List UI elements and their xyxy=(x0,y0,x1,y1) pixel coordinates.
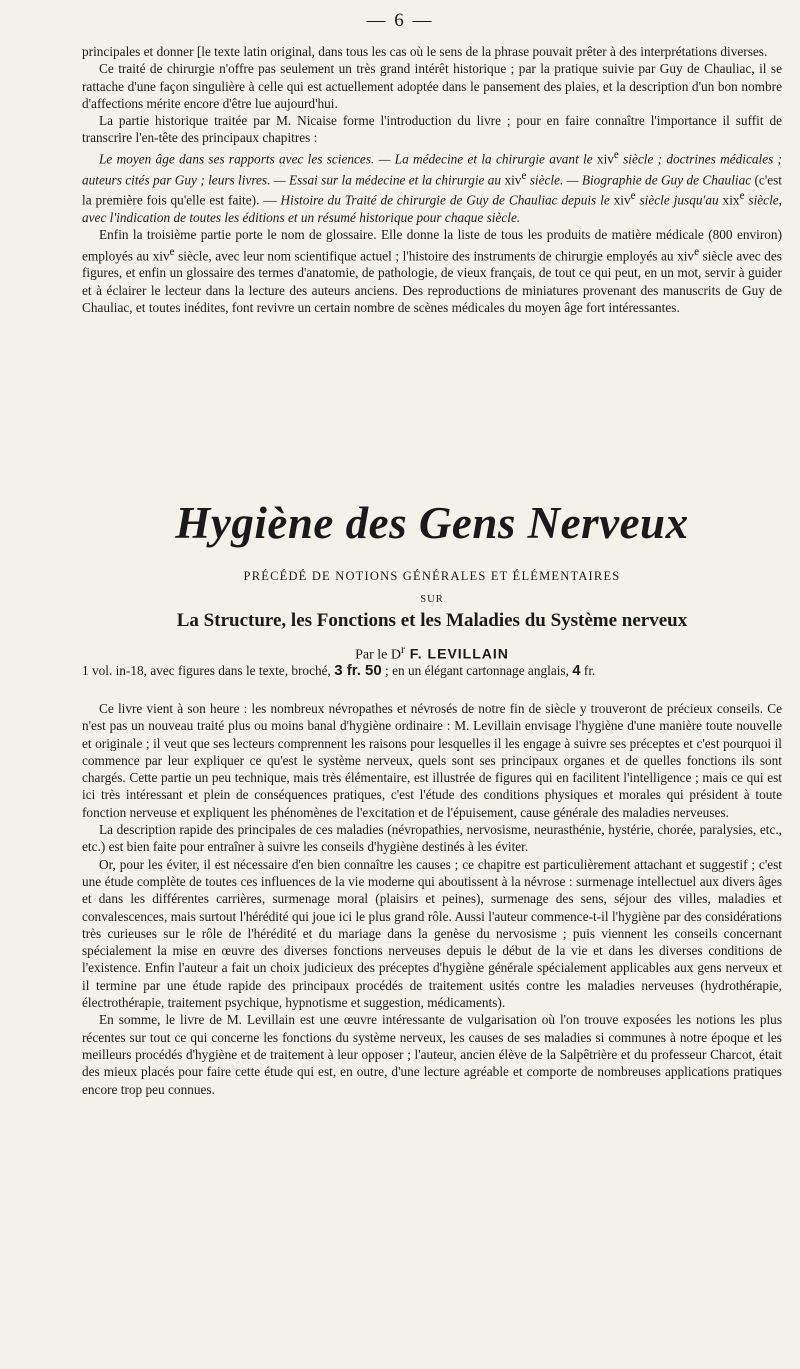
volume-info xyxy=(82,662,782,679)
intro-paragraph-1: principales et donner [le texte latin original, dans tous les cas où le sens de la phrase pouvait prêter à des interprétations diverses. xyxy=(82,44,768,59)
review-paragraph-2: La description rapide des principales de ces maladies (névropathies, nervosisme, neurasthénie, hystérie, chorée, paralysies, etc., etc.) est bien faite pour entraîner à suivre les conseils d'hygiène destinés à les éviter. xyxy=(82,822,782,855)
intro-paragraph-2: Ce traité de chirurgie n'offre pas seulement un très grand intérêt historique ; par la pratique suivie par Guy de Chauliac, il se rattache d'une façon singulière à celle qui est actuellement adoptée dans le pansement des plaies, et la description d'un bon nombre d'affections mérite encore d'être lue aujourd'hui. xyxy=(82,61,782,111)
book-title: Hygiène des Gens Nerveux xyxy=(175,498,689,548)
roman-numeral: xiv xyxy=(596,151,614,167)
volume-text-a: 1 vol. in-18, avec figures dans le texte, broché, xyxy=(82,663,335,678)
chapter-heading-text-d: siècle ; doctrines médicales ; auteurs cités par Guy ; leurs livres. — Essai sur la médecine et la chirurgie au xyxy=(82,151,782,187)
author-prefix: Par le D xyxy=(355,647,401,663)
roman-numeral: xiv xyxy=(609,192,631,208)
superscript: e xyxy=(630,190,636,203)
roman-numeral: xix xyxy=(718,192,740,208)
glossary-text-b: siècle, avec leur nom scientifique actuel ; l'histoire des instruments de chirurgie employés au xiv xyxy=(174,247,695,263)
price-cartonnage: 4 xyxy=(572,662,581,679)
superscript: e xyxy=(694,245,699,258)
chapter-heading-note: (c'est la première fois qu'elle est faite). — xyxy=(82,171,782,208)
chapter-heading-text-o: siècle, avec l'indication de toutes les éditions et un résumé historique pour chaque siècle. xyxy=(82,192,782,225)
intro-section xyxy=(82,43,782,316)
price-broche: 3 fr. 50 xyxy=(334,662,382,679)
intro-paragraph-5 xyxy=(82,226,782,316)
book-author xyxy=(82,643,782,664)
book-subtitle: PRÉCÉDÉ DE NOTIONS GÉNÉRALES ET ÉLÉMENTAIRES xyxy=(243,569,621,583)
page-number: — 6 — xyxy=(366,10,434,31)
volume-text-b: ; en un élégant cartonnage anglais, xyxy=(381,663,573,678)
book-sur: SUR xyxy=(420,594,444,605)
review-paragraph-4: En somme, le livre de M. Levillain est une œuvre intéressante de vulgarisation où l'on trouve exposées les notions les plus récentes sur tout ce qui concerne les fonctions du système nerveux, les causes de ses maladies si communes à notre époque et les meilleurs procédés d'hygiène et de traitement à leur opposer ; l'auteur, ancien élève de la Salpêtrière et du professeur Charcot, était des mieux placés pour faire cette étude qui est, en outre, d'une lecture agréable et comporte de nombreuses applications pratiques encore trop peu connues. xyxy=(82,1012,782,1097)
volume-text-c: fr. xyxy=(580,663,596,678)
chapter-heading-text-g: siècle. — Biographie de Guy de Chauliac xyxy=(526,171,752,187)
chapter-headings xyxy=(82,147,782,226)
review-paragraph-1: Ce livre vient à son heure : les nombreux névropathes et névrosés de notre fin de siècle y trouveront de précieux conseils. Ce n'est pas un nouveau traité plus ou moins banal d'hygiène ordinaire : M. Levillain envisage l'hygiène d'une manière toute nouvelle et originale ; il veut que ses lecteurs comprennent les raisons pour lesquelles il les engage à suivre ses préceptes et c'est pourquoi il commence par leur expliquer ce qu'est le système nerveux, quels sont ses principaux organes et de quelles fonctions ils sont chargés. Cette partie un peu technique, mais très élémentaire, est illustrée de figures qui en facilitent l'intelligence ; mais ce qui est ici très intéressant et plein de conséquences pratiques, c'est l'étude des conditions physiques et morales qui président à toute fonction nerveuse et expliquent les phénomènes de l'excitation et de l'épuisement, cause générale des maladies nerveuses. xyxy=(82,701,782,820)
intro-paragraph-3: La partie historique traitée par M. Nicaise forme l'introduction du livre ; pour en faire connaître l'importance il suffit de transcrire l'en-tête des principaux chapitres : xyxy=(82,113,782,146)
review-section xyxy=(82,700,782,1098)
glossary-text-a: Enfin la troisième partie porte le nom de glossaire. Elle donne la liste de tous les produits de matière médicale (800 environ) employés au xiv xyxy=(82,227,782,263)
roman-numeral: xiv xyxy=(501,171,522,187)
superscript: e xyxy=(521,169,527,182)
review-paragraph-3: Or, pour les éviter, il est nécessaire d'en bien connaître les causes ; ce chapitre est particulièrement attachant et suggestif ; c'est une étude complète de toutes ces influences de la vie moderne qui aboutissent à la névrose : surmenage intellectuel aux divers âges et dans les différentes carrières, surmenage moral (plaisirs et peines), surmenage des sens, séjour des villes, maladies et convalescences, mais surtout l'hérédité qui joue ici le plus grand rôle. Aussi l'auteur commence-t-il l'hygiène par des considérations très curieuses sur le rôle de l'hérédité et du mariage dans la genèse du nervosisme ; puis viennent les conseils concernant spécialement la mise en œuvre des diverses fonctions nerveuses depuis le début de la vie et dans les diverses conditions de l'existence. Enfin l'auteur a fait un choix judicieux des préceptes d'hygiène générale spécialement applicables aux gens nerveux et il termine par une étude rapide des principaux procédés de traitement usités contre les maladies nerveuses (hydrothérapie, électrothérapie, traitement psychique, hypnotisme et suggestion, médicaments). xyxy=(82,856,782,1011)
chapter-heading-text-l: siècle jusqu'au xyxy=(635,192,719,208)
superscript: e xyxy=(613,148,619,161)
author-superscript: r xyxy=(401,643,405,656)
superscript: e xyxy=(739,190,745,203)
chapter-heading-text-a: Le moyen âge dans ses rapports avec les sciences. — La médecine et la chirurgie avant le xyxy=(99,151,593,167)
superscript: e xyxy=(169,245,175,258)
author-name: F. LEVILLAIN xyxy=(404,645,509,662)
book-structure-heading: La Structure, les Fonctions et les Maladies du Système nerveux xyxy=(176,610,688,631)
glossary-text-c: siècle avec des figures, et enfin un glossaire des termes d'anatomie, de pathologie, de vieux français, de tout ce qui peut, en un mot, servir à guider et à éclairer le lecteur dans la lecture des auteurs anciens. Des reproductions de miniatures provenant des manuscrits de Guy de Chauliac, et toutes inédites, font revivre un certain nombre de scènes médicales du moyen âge fort intéressantes. xyxy=(82,247,782,315)
chapter-heading-text-i: Histoire du Traité de chirurgie de Guy de Chauliac depuis le xyxy=(280,192,610,208)
